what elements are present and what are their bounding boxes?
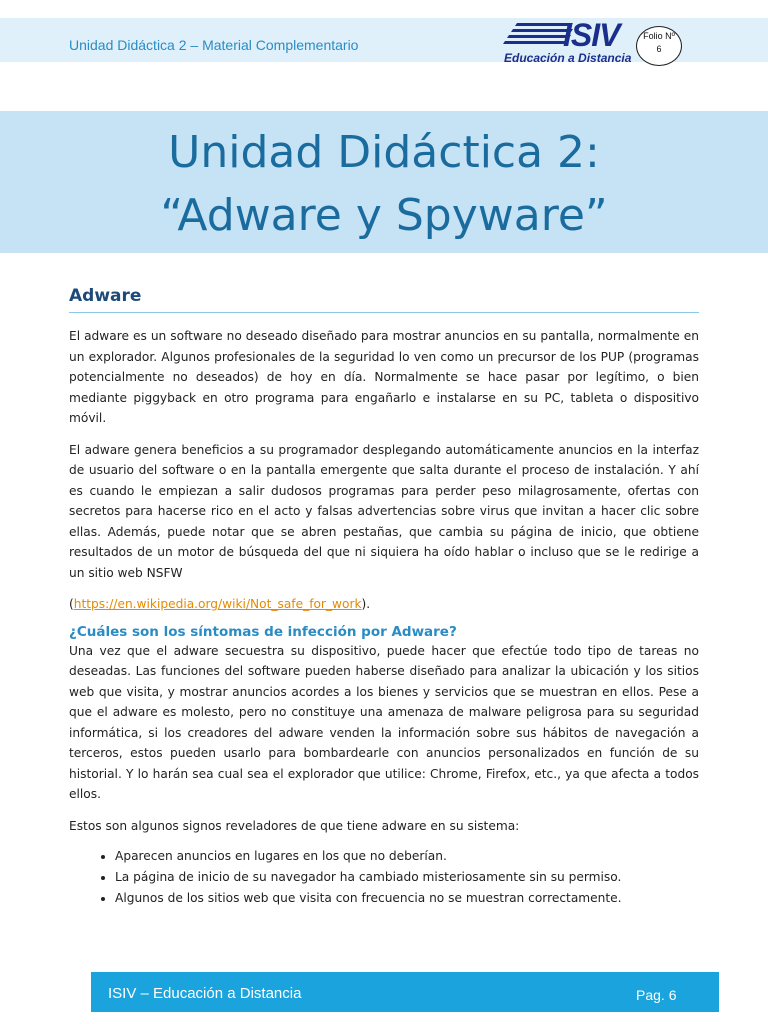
section-heading: Adware bbox=[69, 286, 699, 313]
header-title: Unidad Didáctica 2 – Material Complementario bbox=[69, 37, 359, 53]
subheading-symptoms: ¿Cuáles son los síntomas de infección por Adware? bbox=[69, 623, 457, 640]
paragraph-1: El adware es un software no deseado diseñado para mostrar anuncios en su pantalla, normalmente en un explorador. Algunos profesionales de la seguridad lo ven como un precursor de los PUP (programas potencialmente no deseados) de hoy en día. Normalmente se hace pasar por legítimo, o bien mediante piggyback en otro programa para engañarlo e instalarse en su PC, tableta o dispositivo móvil. bbox=[69, 329, 699, 425]
reference-line bbox=[69, 594, 699, 615]
link-close-paren: ). bbox=[361, 597, 371, 611]
page-title-line-2: “Adware y Spyware” bbox=[160, 190, 608, 241]
logo-wordmark: ISIV bbox=[563, 17, 620, 53]
paragraph-2: El adware genera beneficios a su programador desplegando automáticamente anuncios en la interfaz de usuario del software o en la pantalla emergente que salta durante el proceso de instalación. Y ahí es cuando le empiezan a salir dudosos programas para perder peso milagrosamente, ofertas con secretos para hacerse rico en el acto y falsas advertencias sobre virus que invitan a hacer clic sobre ellas. Además, puede notar que se abren pestañas, que cambia su página de inicio, que obtiene resultados de un motor de búsqueda del que ni siquiera ha oído hablar o incluso que se le redirige a un sitio web NSFW bbox=[69, 442, 699, 580]
folio-number: 6 bbox=[656, 44, 662, 54]
symptom-list bbox=[69, 846, 699, 909]
main-content bbox=[69, 286, 699, 909]
isiv-logo bbox=[503, 17, 635, 65]
paragraph-4: Estos son algunos signos reveladores de que tiene adware en su sistema: bbox=[69, 818, 520, 833]
list-item: • Algunos de los sitios web que visita con frecuencia no se muestran correctamente. bbox=[115, 888, 699, 909]
link-open-paren: ( bbox=[69, 597, 74, 611]
list-item: • La página de inicio de su navegador ha cambiado misteriosamente sin su permiso. bbox=[115, 867, 699, 888]
page-title-line-1: Unidad Didáctica 2: bbox=[168, 127, 600, 178]
paragraph-3: Una vez que el adware secuestra su dispositivo, puede hacer que efectúe todo tipo de tareas no deseadas. Las funciones del software pueden haberse diseñado para analizar la ubicación y los sitios web que visita, y mostrar anuncios acordes a los bienes y servicios que se muestran en ellos. Pese a que el adware es molesto, pero no constituye una amenaza de malware peligrosa para su seguridad informática, si los creadores del adware venden la información sobre sus hábitos de navegación a terceros, estos pueden usarlo para bombardearle con anuncios personalizados en función de su historial. Y lo harán sea cual sea el explorador que utilice: Chrome, Firefox, etc., ya que afecta a todos ellos. bbox=[69, 643, 699, 801]
page-number: Pag. 6 bbox=[636, 987, 677, 1003]
folio-badge bbox=[636, 26, 682, 66]
folio-label: Folio Nº bbox=[643, 31, 675, 41]
logo-subtitle: Educación a Distancia bbox=[504, 51, 632, 65]
wikipedia-link[interactable]: https://en.wikipedia.org/wiki/Not_safe_for_work bbox=[73, 597, 362, 611]
list-item: • Aparecen anuncios en lugares en los que no deberían. bbox=[115, 846, 699, 867]
footer-title: ISIV – Educación a Distancia bbox=[108, 985, 302, 1002]
